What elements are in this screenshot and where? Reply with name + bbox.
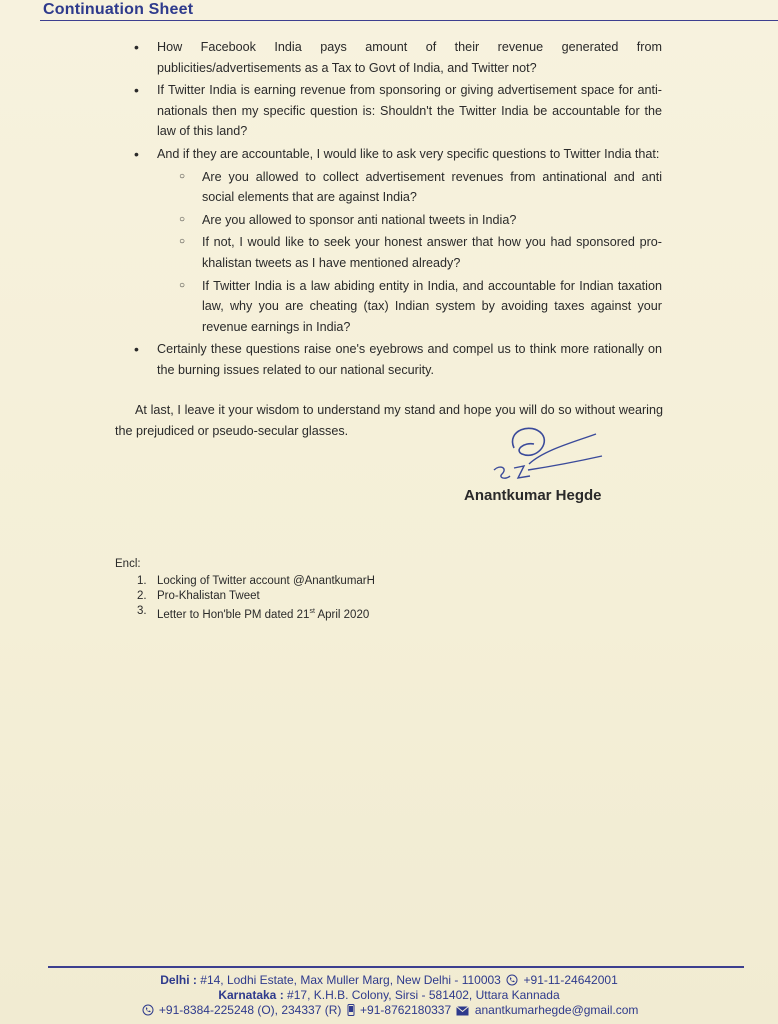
list-item-text: Certainly these questions raise one's eyebrows and compel us to think more rationally on the burning issues related to our national security. xyxy=(157,342,662,377)
sub-list-item-text: Are you allowed to collect advertisement revenues from antinational and anti social elements that are against India? xyxy=(202,169,662,205)
enclosure-number: 2. xyxy=(137,590,147,602)
enclosure-number: 1. xyxy=(137,575,147,587)
question-list xyxy=(132,37,662,383)
signatory-name: Anantkumar Hegde xyxy=(464,487,602,504)
footer-karnataka-line xyxy=(0,988,778,1003)
sub-list-item-text: If not, I would like to seek your honest answer that how you had sponsored pro-khalistan tweets as I have mentioned already? xyxy=(202,235,662,270)
footer-office-phone: +91-8384-225248 (O), 234337 (R) xyxy=(158,1003,342,1017)
enclosure-text: Locking of Twitter account @AnantkumarH xyxy=(157,575,375,587)
footer-delhi-phone: +91-11-24642001 xyxy=(523,973,618,987)
footer-karnataka-address: #17, K.H.B. Colony, Sirsi - 581402, Uttara Kannada xyxy=(287,988,560,1002)
footer-delhi-address: #14, Lodhi Estate, Max Muller Marg, New Delhi - 110003 xyxy=(200,973,501,987)
phone-icon xyxy=(506,974,518,986)
phone-icon xyxy=(142,1004,154,1016)
mobile-icon xyxy=(347,1004,355,1016)
footer-contact-line xyxy=(0,1003,778,1018)
enclosure-text: Pro-Khalistan Tweet xyxy=(157,590,260,602)
list-item-text: If Twitter India is earning revenue from sponsoring or giving advertisement space for anti-nationals then my specific question is: Shouldn't the Twitter India be accountable for the law of this land? xyxy=(157,83,662,139)
sub-list-item-text: Are you allowed to sponsor anti national tweets in India? xyxy=(202,212,517,227)
sub-question-list xyxy=(157,167,662,338)
enclosures-list xyxy=(137,574,375,623)
list-item xyxy=(132,80,662,142)
sub-list-item xyxy=(157,232,662,273)
footer-delhi-line xyxy=(0,973,778,988)
list-item xyxy=(132,339,662,380)
footer-email: anantkumarhegde@gmail.com xyxy=(474,1003,639,1017)
footer-mobile: +91-8762180337 xyxy=(360,1003,452,1017)
list-item-text: And if they are accountable, I would like to ask very specific questions to Twitter India that: xyxy=(157,146,660,161)
footer-delhi-label: Delhi : xyxy=(160,973,197,987)
top-rule xyxy=(40,20,778,21)
enclosure-item xyxy=(137,604,375,623)
enclosure-item xyxy=(137,589,375,604)
list-item xyxy=(132,144,662,337)
sub-list-item-text: If Twitter India is a law abiding entity in India, and accountable for Indian taxation law, why you are cheating (tax) Indian system by avoiding taxes against your revenue earnings in India? xyxy=(202,278,662,334)
enclosure-text-end: April 2020 xyxy=(314,608,370,621)
list-item xyxy=(132,37,662,78)
enclosures-heading: Encl: xyxy=(115,558,141,570)
closing-paragraph: At last, I leave it your wisdom to understand my stand and hope you will do so without wearing the prejudiced or pseudo-secular glasses. xyxy=(115,403,663,438)
sub-list-item xyxy=(157,276,662,338)
list-item-text: How Facebook India pays amount of their revenue generated from publicities/advertisements as a Tax to Govt of India, and Twitter not? xyxy=(157,40,662,75)
sub-list-item xyxy=(157,210,662,231)
enclosure-item xyxy=(137,574,375,589)
sub-list-item xyxy=(157,167,662,208)
envelope-icon xyxy=(456,1006,469,1016)
enclosure-text: Letter to Hon'ble PM dated 21 xyxy=(157,608,310,621)
footer-karnataka-label: Karnataka : xyxy=(218,988,284,1002)
footer-rule xyxy=(48,966,744,968)
enclosure-ordinal: st xyxy=(309,608,315,615)
enclosure-number: 3. xyxy=(137,605,147,617)
sheet-title: Continuation Sheet xyxy=(43,1,194,18)
